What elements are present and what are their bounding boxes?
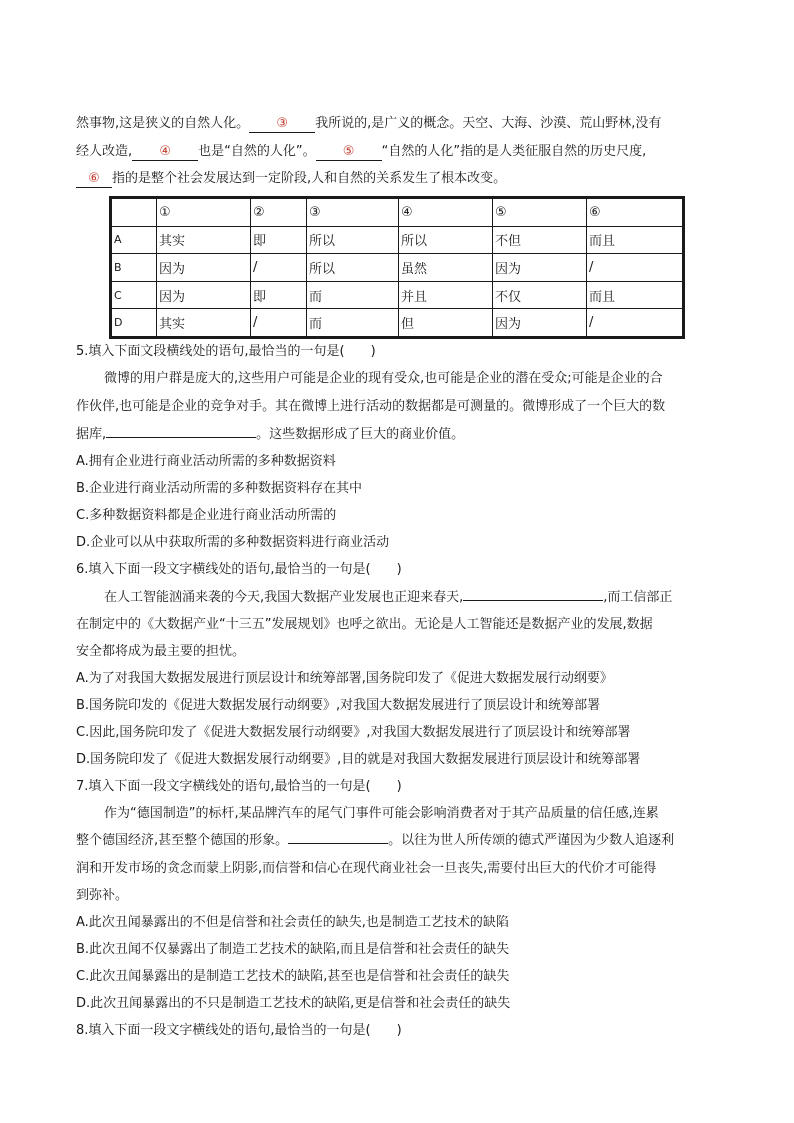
answer-blank [288,843,388,844]
q5-option-a: A.拥有企业进行商业活动所需的多种数据资料 [76,454,336,469]
q7-option-d: D.此次丑闻暴露出的不只是制造工艺技术的缺陷,更是信誉和社会责任的缺失 [76,996,511,1011]
table-cell: 不但 [493,226,587,254]
q7-passage-line: 作为“德国制造”的标杆,某品牌汽车的尾气门事件可能会影响消费者对于其产品质量的信任感,连累 [104,806,659,821]
question-8-stem: 8.填入下面一段文字横线处的语句,最恰当的一句是( ) [76,1023,402,1038]
q6-passage-line: 安全都将成为最主要的担忧。 [76,644,246,659]
q5-passage-line [76,425,464,445]
intro-text: 然事物,这是狭义的自然人化。 [76,116,250,131]
intro-line-3 [76,169,506,189]
table-cell: / [251,254,307,282]
table-row [111,226,684,254]
blank-5: ⑤ [316,144,382,161]
table-cell: 而且 [587,226,684,254]
table-cell: B [111,254,157,282]
table-cell: ④ [399,198,493,227]
table-cell: 因为 [157,281,251,309]
q5-passage-line: 作伙伴,也可能是企业的竞争对手。其在微博上进行活动的数据都是可测量的。微博形成了一个巨大的数 [76,399,666,414]
q7-passage-line: 到弥补。 [76,888,129,903]
question-5-stem: 5.填入下面文段横线处的语句,最恰当的一句是( ) [76,344,376,359]
table-cell: A [111,226,157,254]
intro-text: 指的是整个社会发展达到一定阶段,人和自然的关系发生了根本改变。 [112,171,507,186]
table-cell: 其实 [157,226,251,254]
table-cell: ② [251,198,307,227]
table-cell: 因为 [157,254,251,282]
intro-text: 我所说的,是广义的概念。天空、大海、沙漠、荒山野林,没有 [315,116,662,131]
blank-3: ③ [249,116,315,133]
table-row [111,254,684,282]
blank-4: ④ [132,144,198,161]
q6-passage-line [104,588,672,608]
table-cell: 并且 [399,281,493,309]
table-row [111,309,684,338]
intro-text: 经人改造, [76,144,133,159]
q6-option-a: A.为了对我国大数据发展进行顶层设计和统筹部署,国务院印发了《促进大数据发展行动纲要》 [76,671,613,686]
q7-option-a: A.此次丑闻暴露出的不但是信誉和社会责任的缺失,也是制造工艺技术的缺陷 [76,915,509,930]
table-cell: ⑤ [493,198,587,227]
q6-text: 在人工智能汹涌来袭的今天,我国大数据产业发展也正迎来春天, [104,590,464,605]
table-cell: 因为 [493,309,587,338]
table-header-row [111,198,684,227]
answer-options-table [109,196,685,339]
question-6-stem: 6.填入下面一段文字横线处的语句,最恰当的一句是( ) [76,562,402,577]
q6-option-b: B.国务院印发的《促进大数据发展行动纲要》,对我国大数据发展进行了顶层设计和统筹部署 [76,698,601,713]
table-cell: 虽然 [399,254,493,282]
q7-passage-line: 润和开发市场的贪念而蒙上阴影,而信誉和信心在现代商业社会一旦丧失,需要付出巨大的代价才可能得 [76,861,657,876]
table-cell: ③ [307,198,399,227]
table-cell: 但 [399,309,493,338]
table-cell: 所以 [399,226,493,254]
table-cell: 即 [251,226,307,254]
table-cell: ① [157,198,251,227]
intro-line-1 [76,114,661,134]
table-cell: ⑥ [587,198,684,227]
q5-option-b: B.企业进行商业活动所需的多种数据资料存在其中 [76,481,363,496]
blank-6: ⑥ [76,171,112,188]
intro-text: “自然的人化”指的是人类征服自然的历史尺度, [381,144,647,159]
q5-text: 。这些数据形成了巨大的商业价值。 [256,427,465,442]
table-cell: 所以 [307,254,399,282]
table-cell [111,198,157,227]
table-cell: 而且 [587,281,684,309]
q7-passage-line [76,831,674,851]
q5-text: 据库, [76,427,107,442]
q7-text: 整个德国经济,甚至整个德国的形象。 [76,833,289,848]
intro-text: 也是“自然的人化”。 [198,144,316,159]
q6-option-d: D.国务院印发了《促进大数据发展行动纲要》,目的就是对我国大数据发展进行顶层设计和统筹部署 [76,752,641,767]
question-7-stem: 7.填入下面一段文字横线处的语句,最恰当的一句是( ) [76,779,402,794]
q6-text: ,而工信部正 [603,590,673,605]
table-cell: / [251,309,307,338]
table-cell: 因为 [493,254,587,282]
table-cell: C [111,281,157,309]
table-cell: / [587,309,684,338]
answer-blank [463,600,603,601]
q6-option-c: C.因此,国务院印发了《促进大数据发展行动纲要》,对我国大数据发展进行了顶层设计和统筹部署 [76,725,631,740]
q7-option-b: B.此次丑闻不仅暴露出了制造工艺技术的缺陷,而且是信誉和社会责任的缺失 [76,942,510,957]
q7-text: 。以往为世人所传颂的德式严谨因为少数人追逐利 [388,833,675,848]
table-cell: 其实 [157,309,251,338]
table-cell: 而 [307,309,399,338]
q5-option-c: C.多种数据资料都是企业进行商业活动所需的 [76,508,337,523]
q5-option-d: D.企业可以从中获取所需的多种数据资料进行商业活动 [76,535,390,550]
table-cell: / [587,254,684,282]
q7-option-c: C.此次丑闻暴露出的是制造工艺技术的缺陷,甚至也是信誉和社会责任的缺失 [76,969,510,984]
q6-passage-line: 在制定中的《大数据产业“十三五”发展规划》也呼之欲出。无论是人工智能还是数据产业的发展,数据 [76,617,653,632]
table-cell: 而 [307,281,399,309]
table-cell: D [111,309,157,338]
table-cell: 即 [251,281,307,309]
table-row [111,281,684,309]
table-cell: 所以 [307,226,399,254]
table-cell: 不仅 [493,281,587,309]
intro-line-2 [76,142,646,162]
q5-passage-line: 微博的用户群是庞大的,这些用户可能是企业的现有受众,也可能是企业的潜在受众;可能是企业的合 [104,371,663,386]
answer-blank [106,437,256,438]
